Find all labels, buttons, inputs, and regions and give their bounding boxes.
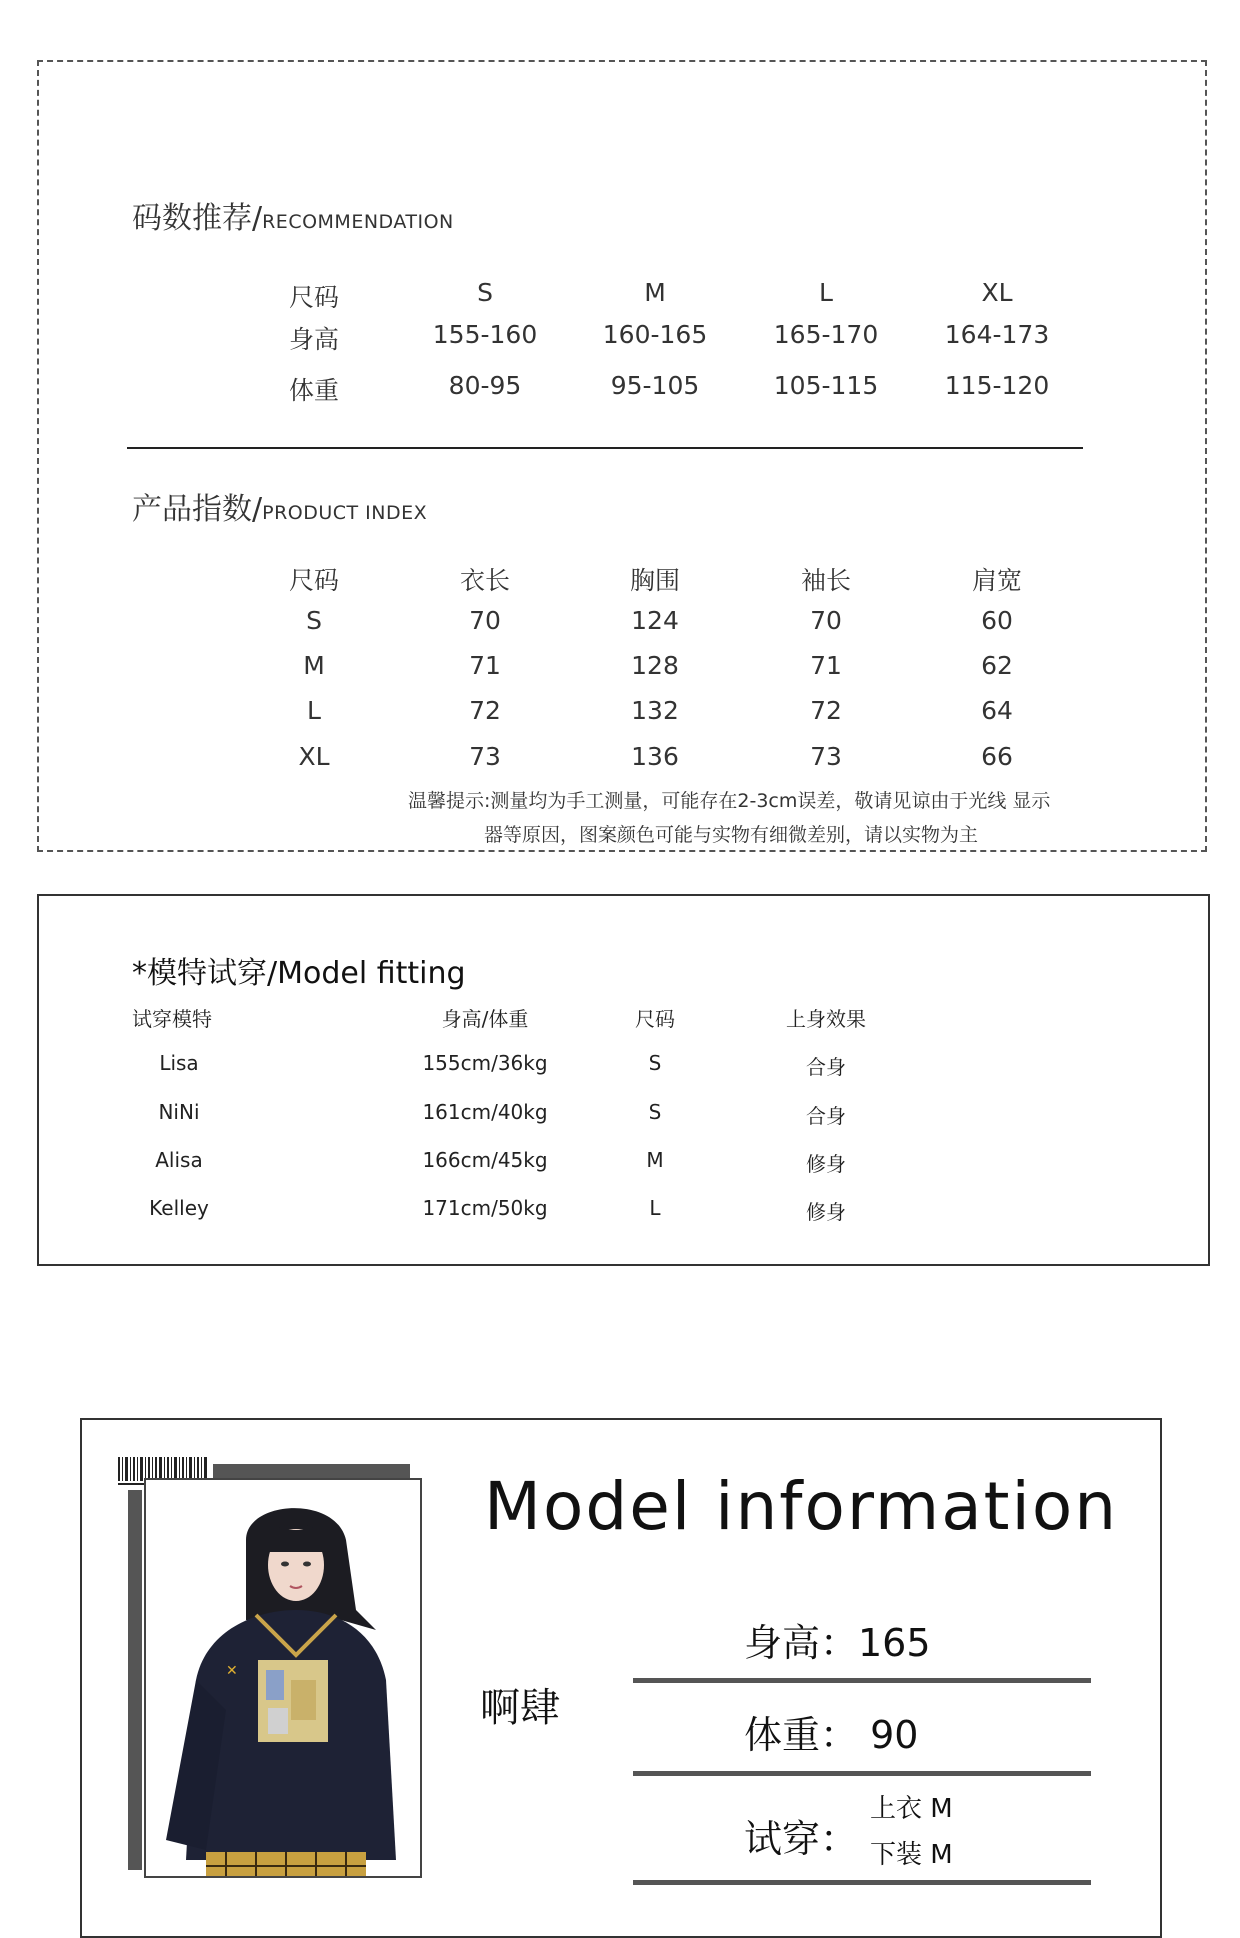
recommendation-title [132,193,454,237]
table-cell: Lisa [159,1051,199,1075]
table-cell: S [306,606,322,635]
model-weight: 体重： 90 [744,1713,919,1757]
table-cell: L [819,278,833,307]
info-divider [633,1771,1091,1776]
table-cell: 合身 [806,1055,846,1079]
table-cell: M [644,278,666,307]
table-header: 衣长 [459,566,510,595]
table-header: 上身效果 [786,1007,866,1031]
try-on-bottom: 下装 M [870,1840,953,1870]
table-cell: S [648,1051,662,1075]
measurement-note-line2: 器等原因，图案颜色可能与实物有细微差别，请以实物为主 [484,824,979,846]
table-cell: L [649,1196,661,1220]
table-cell: 66 [981,742,1013,771]
product-index-title-cn: 产品指数/ [132,492,263,527]
recommendation-title-cn: 码数推荐/ [132,201,263,236]
model-height: 身高：165 [744,1621,931,1665]
table-cell: 155cm/36kg [422,1051,548,1075]
table-cell: 71 [810,651,842,680]
info-divider [633,1678,1091,1683]
table-cell: Kelley [149,1196,209,1220]
table-cell: 修身 [806,1200,846,1224]
table-cell: M [646,1148,664,1172]
table-cell: M [303,651,325,680]
table-cell: S [477,278,493,307]
table-header: 尺码 [635,1007,675,1031]
table-cell: XL [298,742,330,771]
table-cell: 身高 [288,325,339,354]
table-cell: 164-173 [944,320,1050,349]
table-cell: 修身 [806,1152,846,1176]
try-on-top: 上衣 M [870,1794,953,1824]
table-cell: 72 [810,696,842,725]
table-cell: 72 [469,696,501,725]
model-photo [144,1478,422,1878]
table-header: 身高/体重 [441,1007,529,1031]
table-cell: 尺码 [288,283,339,312]
table-cell: 105-115 [773,371,879,400]
table-cell: 70 [469,606,501,635]
product-index-title-en: PRODUCT INDEX [262,502,428,524]
table-cell: 73 [469,742,501,771]
table-cell: 115-120 [944,371,1050,400]
table-header: 试穿模特 [132,1007,212,1031]
table-cell: 64 [981,696,1013,725]
table-cell: 80-95 [448,371,522,400]
table-cell: 155-160 [432,320,538,349]
model-photo-illustration [146,1480,422,1878]
table-cell: 160-165 [602,320,708,349]
table-header: 胸围 [629,566,680,595]
table-cell: Alisa [155,1148,203,1172]
frame-left-bar [128,1490,142,1870]
table-cell: 体重 [288,376,339,405]
table-cell: 136 [631,742,679,771]
table-cell: 171cm/50kg [422,1196,548,1220]
table-cell: 165-170 [773,320,879,349]
table-header: 肩宽 [971,566,1022,595]
table-cell: S [648,1100,662,1124]
try-on-label: 试穿： [744,1817,859,1861]
model-information-title: Model information [484,1468,1119,1545]
size-info-panel [37,60,1207,852]
table-cell: 60 [981,606,1013,635]
table-cell: 62 [981,651,1013,680]
table-cell: 73 [810,742,842,771]
recommendation-title-en: RECOMMENDATION [262,211,454,233]
table-cell: L [307,696,321,725]
model-fitting-title: *模特试穿/Model fitting [132,956,466,991]
table-cell: XL [981,278,1013,307]
table-cell: 70 [810,606,842,635]
table-cell: 161cm/40kg [422,1100,548,1124]
product-index-title [132,484,427,528]
svg-text:✕: ✕ [226,1663,238,1679]
table-cell: 124 [631,606,679,635]
section-divider [127,447,1083,449]
measurement-note-line1: 温馨提示:测量均为手工测量，可能存在2-3cm误差，敬请见谅由于光线 显示 [408,790,1051,812]
info-divider [633,1880,1091,1885]
table-header: 袖长 [800,566,851,595]
table-cell: 71 [469,651,501,680]
table-cell: 132 [631,696,679,725]
table-cell: 166cm/45kg [422,1148,548,1172]
frame-top-bar [213,1464,410,1478]
table-header: 尺码 [288,566,339,595]
table-cell: 合身 [806,1104,846,1128]
table-cell: 128 [631,651,679,680]
table-cell: 95-105 [610,371,700,400]
table-cell: NiNi [158,1100,200,1124]
model-name: 啊肆 [480,1685,560,1731]
